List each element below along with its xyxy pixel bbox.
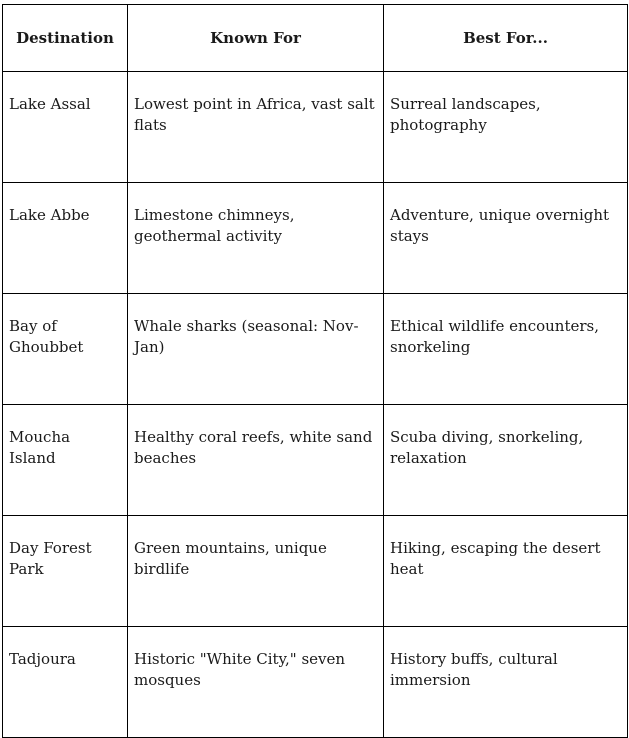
- table-row: [3, 627, 628, 738]
- cell-best-for: Surreal landscapes, photography: [384, 72, 628, 183]
- cell-known-for: Green mountains, unique birdlife: [128, 516, 384, 627]
- cell-destination: Lake Assal: [3, 72, 128, 183]
- table-row: [3, 405, 628, 516]
- cell-best-for: Adventure, unique overnight stays: [384, 183, 628, 294]
- table-row: [3, 183, 628, 294]
- header-best-for: Best For...: [384, 5, 628, 72]
- cell-known-for: Limestone chimneys, geothermal activity: [128, 183, 384, 294]
- header-row: [3, 5, 628, 72]
- cell-best-for: History buffs, cultural immersion: [384, 627, 628, 738]
- cell-destination: Lake Abbe: [3, 183, 128, 294]
- cell-destination: Day Forest Park: [3, 516, 128, 627]
- cell-destination: Bay of Ghoubbet: [3, 294, 128, 405]
- cell-known-for: Historic "White City," seven mosques: [128, 627, 384, 738]
- header-known-for: Known For: [128, 5, 384, 72]
- table-row: [3, 72, 628, 183]
- cell-known-for: Whale sharks (seasonal: Nov-Jan): [128, 294, 384, 405]
- destinations-table: [2, 4, 628, 738]
- cell-known-for: Healthy coral reefs, white sand beaches: [128, 405, 384, 516]
- cell-best-for: Hiking, escaping the desert heat: [384, 516, 628, 627]
- cell-destination: Tadjoura: [3, 627, 128, 738]
- table-row: [3, 294, 628, 405]
- header-destination: Destination: [3, 5, 128, 72]
- cell-destination: Moucha Island: [3, 405, 128, 516]
- cell-known-for: Lowest point in Africa, vast salt flats: [128, 72, 384, 183]
- table-row: [3, 516, 628, 627]
- cell-best-for: Scuba diving, snorkeling, relaxation: [384, 405, 628, 516]
- cell-best-for: Ethical wildlife encounters, snorkeling: [384, 294, 628, 405]
